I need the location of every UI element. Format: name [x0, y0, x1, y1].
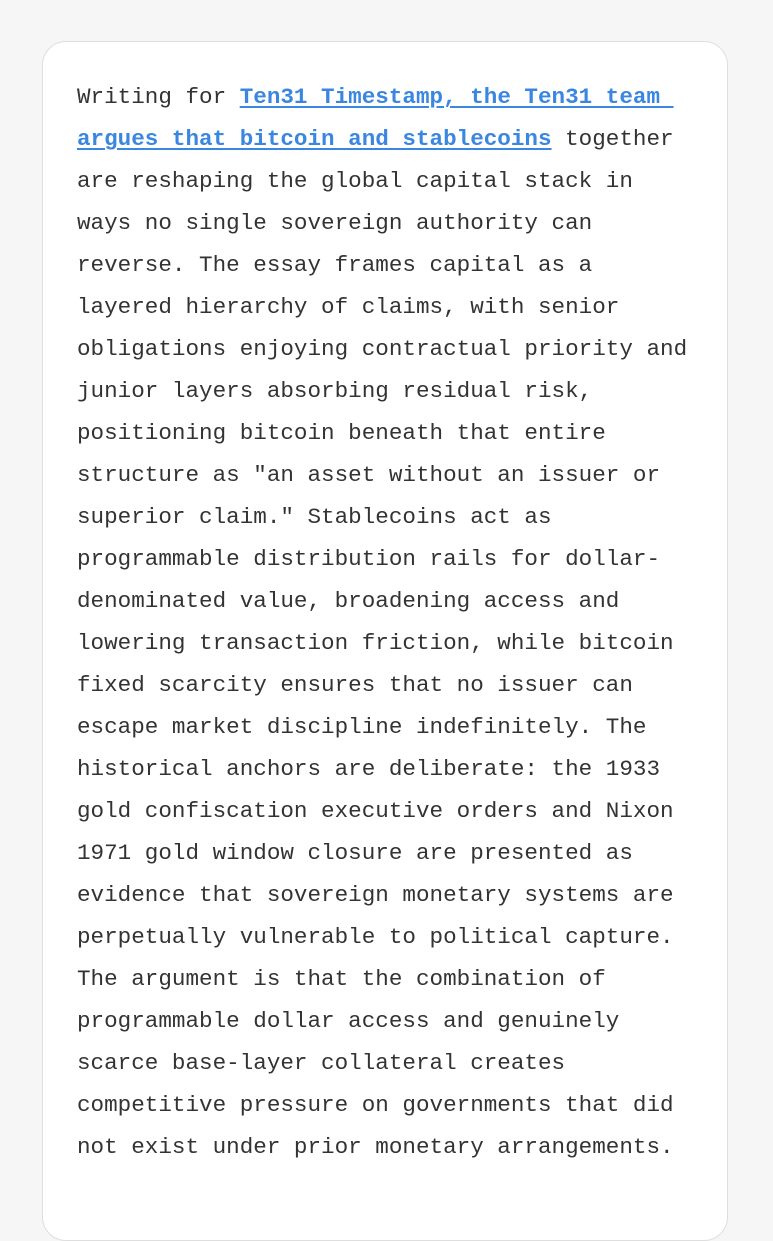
intro-text: Writing for: [77, 84, 240, 110]
paragraph-line: superior claim." Stablecoins act as: [77, 504, 552, 530]
paragraph-line: denominated value, broadening access and: [77, 588, 620, 614]
article-link-continued[interactable]: argues that bitcoin and stablecoins: [77, 126, 552, 152]
paragraph-line: lowering transaction friction, while bitcoin: [77, 630, 674, 656]
article-link[interactable]: Ten31 Timestamp, the Ten31 team: [239, 84, 674, 110]
paragraph-line: The argument is that the combination of: [77, 966, 606, 992]
paragraph-line: escape market discipline indefinitely. The: [77, 714, 647, 740]
paragraph-line: reverse. The essay frames capital as a: [77, 252, 593, 278]
paragraph-line: structure as "an asset without an issuer or: [77, 462, 661, 488]
paragraph-line: ways no single sovereign authority can: [77, 210, 593, 236]
paragraph-line: fixed scarcity ensures that no issuer can: [77, 672, 633, 698]
paragraph-line: are reshaping the global capital stack in: [77, 168, 633, 194]
paragraph-line-1: [77, 83, 674, 111]
paragraph-line: competitive pressure on governments that did: [77, 1092, 674, 1118]
paragraph-line: 1971 gold window closure are presented as: [77, 840, 633, 866]
paragraph-line: obligations enjoying contractual priority and: [77, 336, 688, 362]
paragraph-line: historical anchors are deliberate: the 1933: [77, 756, 661, 782]
paragraph-line: scarce base-layer collateral creates: [77, 1050, 566, 1076]
paragraph-line: layered hierarchy of claims, with senior: [77, 294, 620, 320]
paragraph-line: programmable dollar access and genuinely: [77, 1008, 620, 1034]
paragraph-line: gold confiscation executive orders and Nixon: [77, 798, 674, 824]
paragraph-line: junior layers absorbing residual risk,: [77, 378, 593, 404]
paragraph-line: evidence that sovereign monetary systems are: [77, 882, 674, 908]
paragraph-line: programmable distribution rails for dollar-: [77, 546, 661, 572]
paragraph-line-2: [77, 125, 674, 153]
after-link-text: together: [551, 126, 674, 152]
paragraph-line: perpetually vulnerable to political capture.: [77, 924, 674, 950]
paragraph-line: not exist under prior monetary arrangements.: [77, 1134, 674, 1160]
paragraph-line: positioning bitcoin beneath that entire: [77, 420, 606, 446]
